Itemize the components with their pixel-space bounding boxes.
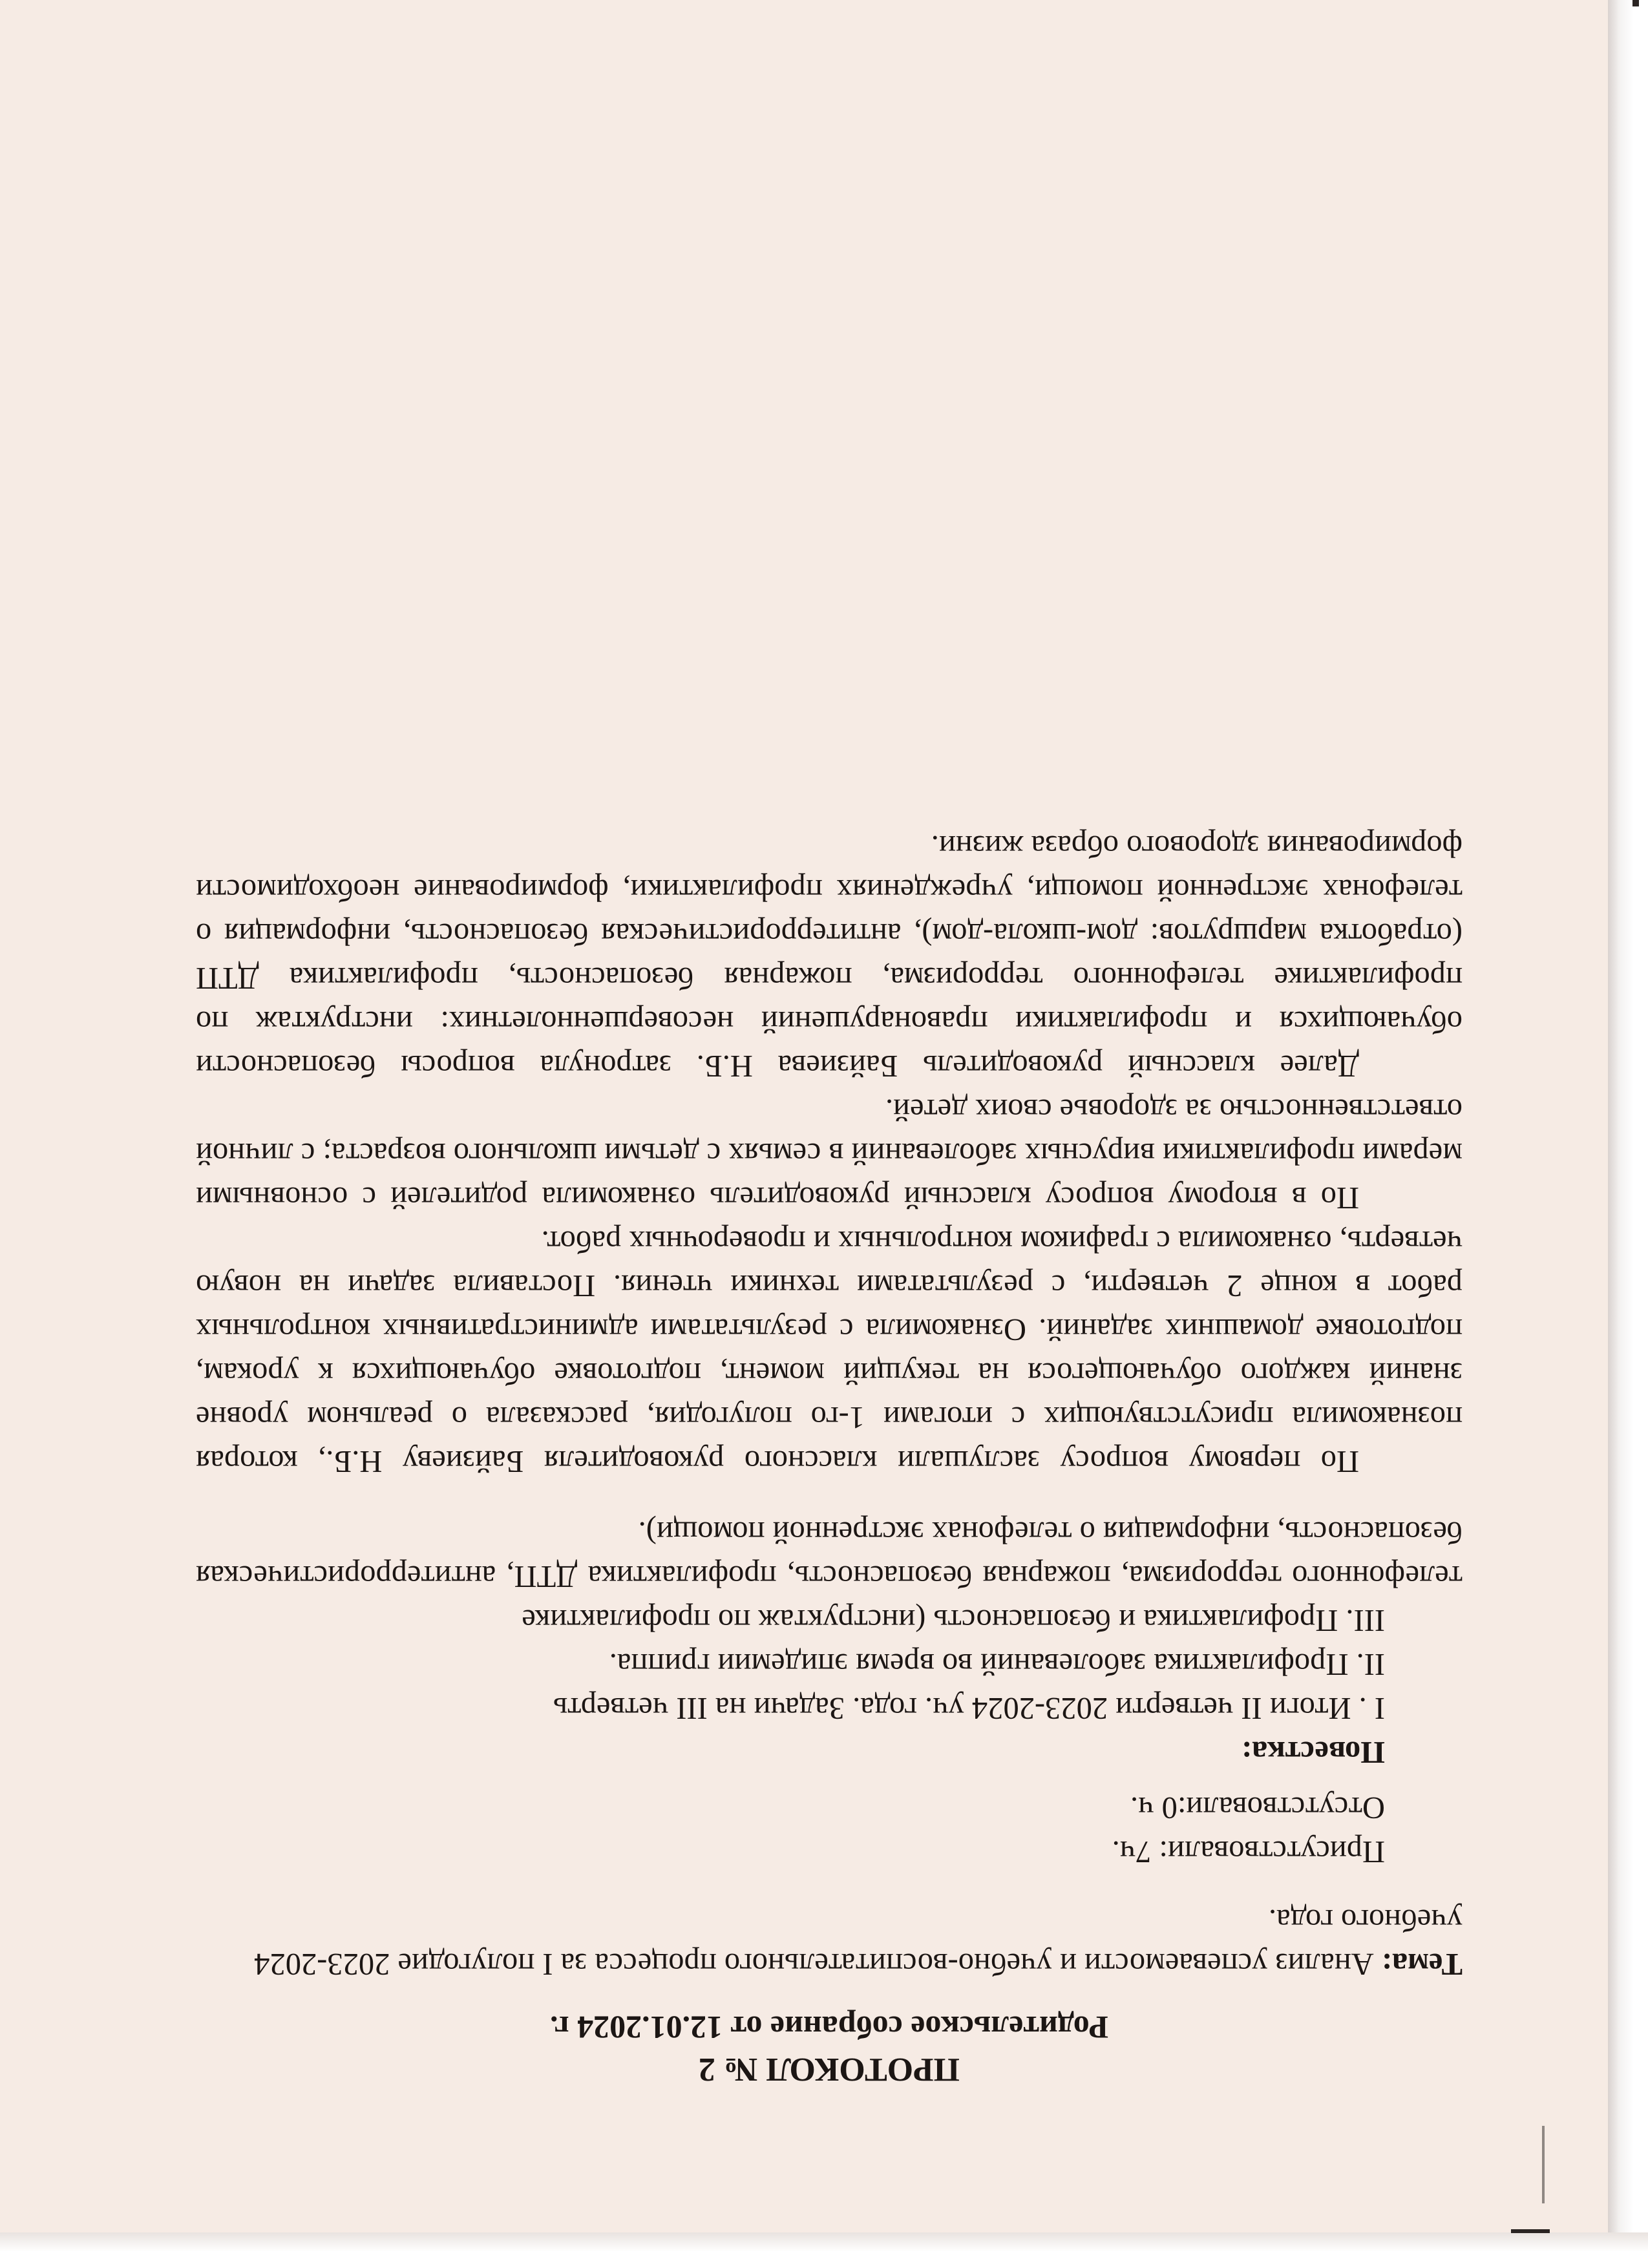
paragraph-first-question: По первому вопросу заслушали классного руководителя Байзиеву Н.Б., которая познакомила присутствующих с итогами 1-го полугодия, рассказала о реальном уровне знаний каждого обучающегося на текущий момент, подготовке обучающихся к урокам, подготовке домашних заданий. Ознакомила с результатами административных контрольных работ в конце 2 четверти, с результатами техники чтения. Поставила задачи на новую четверть, ознакомила с графиком контрольных и проверочных работ. <box>196 1224 1463 1478</box>
paragraph-third-question: Далее классный руководитель Байзиева Н.Б. затронула вопросы безопасности обучающихся и профилактики правонарушений несовершеннолетних: инструктаж по профилактике телефонного терроризма, пожарная безопасность, профилактика ДТП (отработка маршрутов: дом-школа-дом), антитеррористическая безопасность, информация о телефонах экстренной помощи, учреждениях профилактики, формирование необходимости формирования здорового образа жизни. <box>196 829 1463 1083</box>
absent-count: Отсутствовали:0 ч. <box>1130 1790 1385 1825</box>
agenda-item-2: II. Профилактика заболеваний во время эпидемии гриппа. <box>609 1647 1385 1681</box>
scan-artifact-corner-dot <box>1632 0 1639 6</box>
scan-edge-shadow <box>1608 0 1648 2268</box>
scan-artifact-edge-line <box>1542 2126 1545 2203</box>
topic-label: Тема: <box>1381 1947 1463 1981</box>
agenda-item-1: I . Итоги II четверти 2023-2024 уч. года. Задачи на III четверть <box>553 1691 1385 1725</box>
protocol-document <box>196 824 1463 2090</box>
agenda-item-3: III. Профилактика и безопасность (инструктаж по профилактике <box>522 1603 1385 1637</box>
scan-artifact-bottom-line <box>1511 2229 1550 2233</box>
meeting-topic <box>196 1898 1463 1986</box>
topic-text: Анализ успеваемости и учебно-воспитательного процесса за I полугодие 2023-2024 учебного года. <box>254 1903 1463 1981</box>
paragraph-second-question: По в второму вопросу классный руководитель ознакомила родителей с основными мерами профилактики вирусных заболеваний в семьях с детьми школьного возраста; с личной ответственностью за здоровье своих детей. <box>196 1093 1463 1215</box>
agenda-item-3-continuation: телефонного терроризма, пожарная безопасность, профилактика ДТП, антитеррористическая безопасность, информация о телефонах экстренной помощи). <box>196 1515 1463 1593</box>
document-title: ПРОТОКОЛ № 2 <box>698 2051 960 2088</box>
present-count: Присутствовали: 7ч. <box>1112 1834 1385 1869</box>
agenda-heading: Повестка: <box>1241 1735 1385 1769</box>
meeting-subtitle: Родительское собрание от 12.01.2024 г. <box>550 2010 1109 2046</box>
scan-bottom-edge <box>0 2232 1648 2268</box>
